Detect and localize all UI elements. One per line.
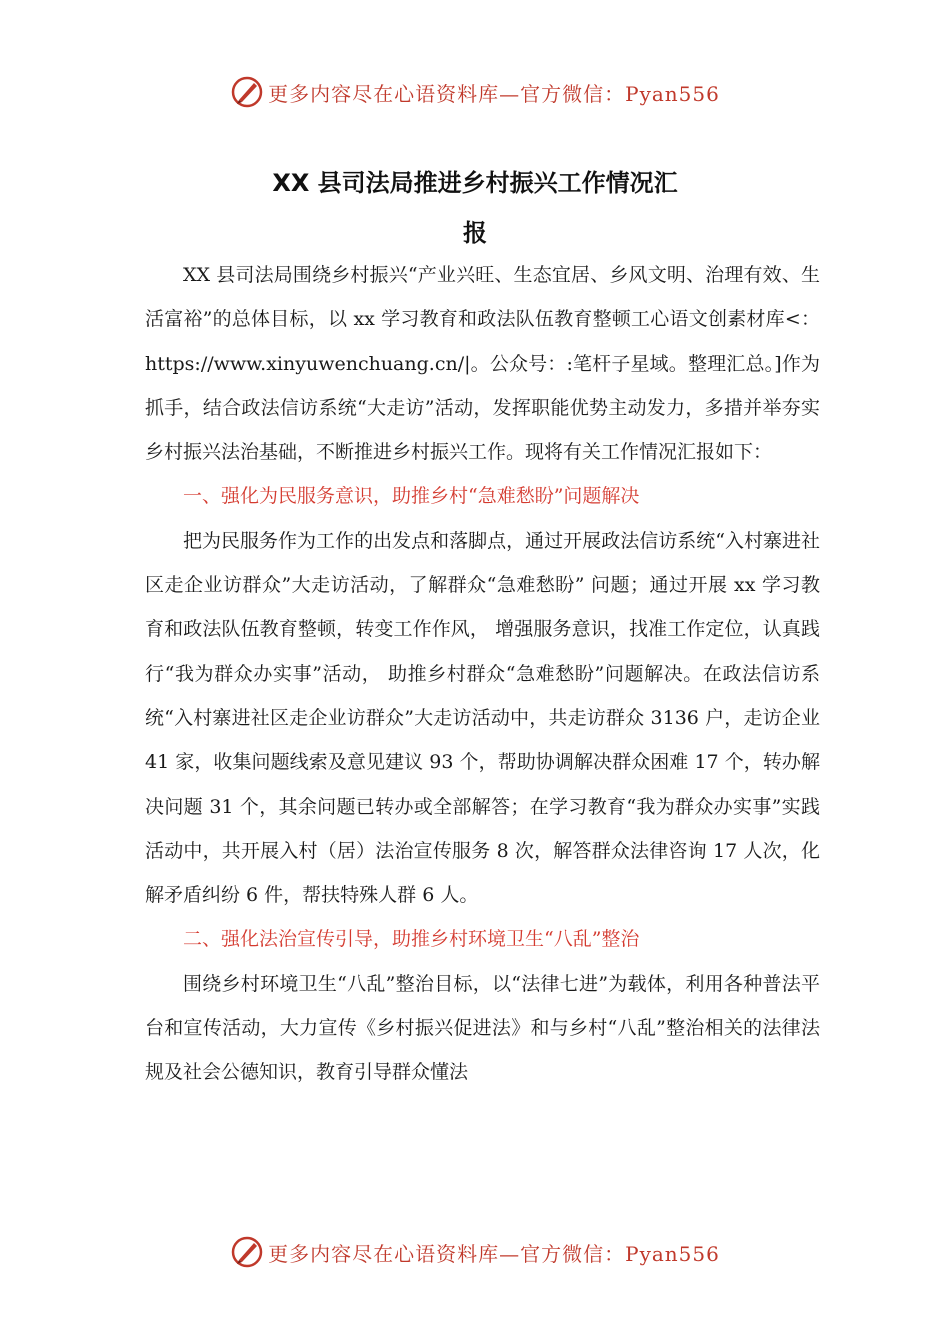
document-body	[145, 253, 820, 1095]
pen-logo-icon	[230, 75, 264, 109]
title-line-1: XX 县司法局推进乡村振兴工作情况汇	[272, 169, 678, 197]
section-heading-1: 一、强化为民服务意识，助推乡村“急难愁盼”问题解决	[183, 485, 640, 508]
footer-banner	[0, 1230, 950, 1274]
paragraph-intro: XX 县司法局围绕乡村振兴“产业兴旺、生态宜居、乡风文明、治理有效、生活富裕”的总体目标，以 xx 学习教育和政法队伍教育整顿工心语文创素材库<：https://www.xinyuwenchuang.cn/|。公众号：:笔杆子星域。整理汇总。]作为抓手，结合政法信访系统“大走访”活动，发挥职能优势主动发力，多措并举夯实乡村振兴法治基础，不断推进乡村振兴工作。现将有关工作情况汇报如下：	[145, 264, 820, 464]
document-title	[145, 158, 805, 258]
banner-text: 更多内容尽在心语资料库—官方微信：Pyan556	[268, 81, 720, 106]
banner-text: 更多内容尽在心语资料库—官方微信：Pyan556	[268, 1241, 720, 1266]
section-heading-2: 二、强化法治宣传引导，助推乡村环境卫生“八乱”整治	[183, 928, 640, 951]
paragraph-section-1: 把为民服务作为工作的出发点和落脚点，通过开展政法信访系统“入村寨进社区走企业访群众”大走访活动，了解群众“急难愁盼” 问题；通过开展 xx 学习教育和政法队伍教育整顿，转变工作作风， 增强服务意识，找准工作定位，认真践行“我为群众办实事”活动， 助推乡村群众“急难愁盼”问题解决。在政法信访系统“入村寨进社区走企业访群众”大走访活动中，共走访群众 3136 户，走访企业 41 家，收集问题线索及意见建议 93 个，帮助协调解决群众困难 17 个，转办解决问题 31 个，其余问题已转办或全部解答；在学习教育“我为群众办实事”实践活动中，共开展入村（居）法治宣传服务 8 次，解答群众法律咨询 17 人次，化解矛盾纠纷 6 件，帮扶特殊人群 6 人。	[145, 529, 820, 907]
paragraph-section-2: 围绕乡村环境卫生“八乱”整治目标，以“法律七进”为载体，利用各种普法平台和宣传活动，大力宣传《乡村振兴促进法》和与乡村“八乱”整治相关的法律法规及社会公德知识，教育引导群众懂法	[145, 972, 820, 1084]
header-banner	[0, 70, 950, 114]
title-line-2: 报	[463, 219, 487, 247]
pen-logo-icon	[230, 1235, 264, 1269]
